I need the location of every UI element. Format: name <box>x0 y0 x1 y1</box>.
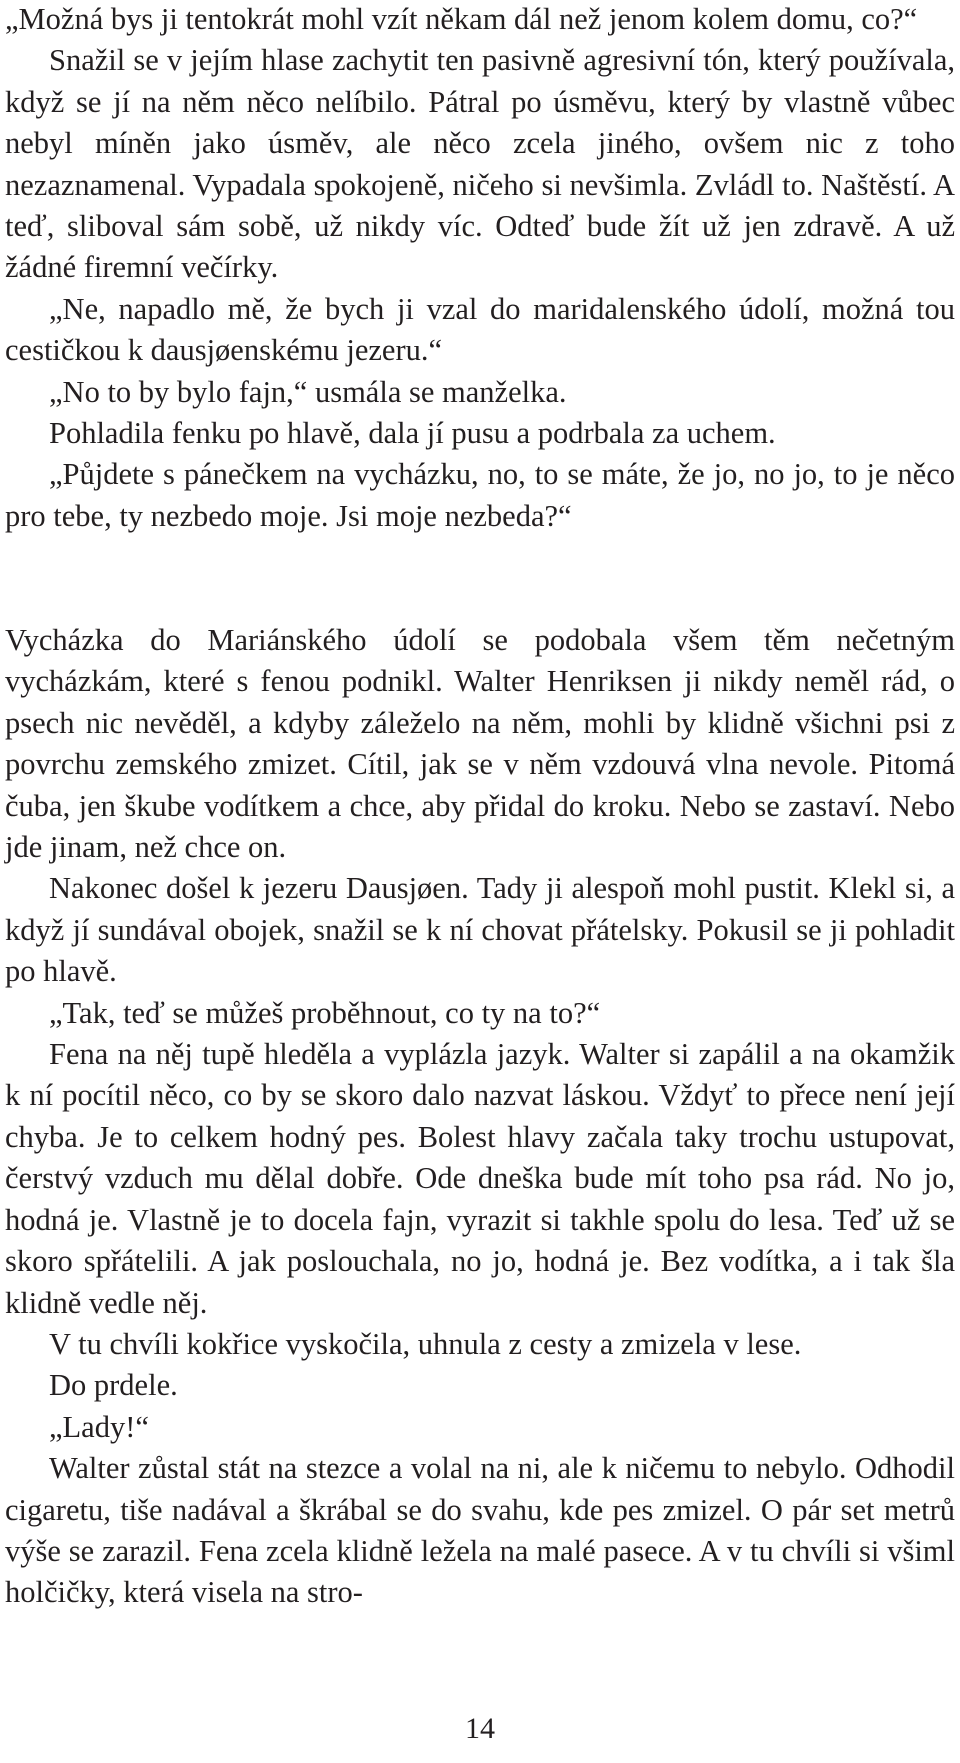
paragraph: „Možná bys ji tentokrát mohl vzít někam dál než jenom kolem domu, co?“ <box>5 2 918 36</box>
paragraph: Nakonec došel k jezeru Dausjøen. Tady ji alespoň mohl pustit. Klekl si, a když jí sundával obojek, snažil se k ní chovat přátelsky. Pokusil se ji pohladit po hlavě. <box>5 871 955 989</box>
paragraph: Pohladila fenku po hlavě, dala jí pusu a podrbala za uchem. <box>49 416 776 451</box>
paragraph: Snažil se v jejím hlase zachytit ten pasivně agresivní tón, který používala, když se jí na něm něco nelíbilo. Pátral po úsměvu, který by vlastně vůbec nebyl míněn jako úsměv, ale něco zcela jiného, ovšem nic z toho nezaznamenal. Vypadala spokojeně, ničeho si nevšimla. Zvládl to. Naštěstí. A teď, sliboval sám sobě, už nikdy víc. Odteď bude žít už jen zdravě. A už žádné firemní večírky. <box>5 43 955 285</box>
paragraph: Fena na něj tupě hleděla a vyplázla jazyk. Walter si zapálil a na okamžik k ní pocítil něco, co by se skoro dalo nazvat láskou. Vždyť to přece není její chyba. Je to celkem hodný pes. Bolest hlavy začala taky trochu ustupovat, čerstvý vzduch mu dělal dobře. Ode dneška bude mít toho psa rád. No jo, hodná je. Vlastně je to docela fajn, vyrazit si takhle spolu do lesa. Teď už se skoro spřátelili. A jak poslouchala, no jo, hodná je. Bez vodítka, a i tak šla klidně vedle něj. <box>5 1037 955 1320</box>
paragraph: „Ne, napadlo mě, že bych ji vzal do maridalenského údolí, možná tou cestičkou k dausjøenskému jezeru.“ <box>5 291 955 368</box>
page-number: 14 <box>465 1712 495 1745</box>
paragraph: „Lady!“ <box>49 1409 149 1444</box>
paragraph: Do prdele. <box>49 1368 178 1403</box>
paragraph: V tu chvíli kokřice vyskočila, uhnula z cesty a zmizela v lese. <box>49 1326 802 1361</box>
paragraph: „Půjdete s pánečkem na vycházku, no, to se máte, že jo, no jo, to je něco pro tebe, ty nezbedo moje. Jsi moje nezbeda?“ <box>5 457 955 533</box>
text-section-2 <box>5 620 955 1614</box>
paragraph: „Tak, teď se můžeš proběhnout, co ty na to?“ <box>49 995 601 1030</box>
paragraph: „No to by bylo fajn,“ usmála se manželka. <box>49 374 567 409</box>
paragraph: Walter zůstal stát na stezce a volal na ni, ale k ničemu to nebylo. Odhodil cigaretu, tiše nadával a škrábal se do svahu, kde pes zmizel. O pár set metrů výše se zarazil. Fena zcela klidně ležela na malé pasece. A v tu chvíli si všiml holčičky, která visela na stro- <box>5 1451 955 1610</box>
paragraph: Vycházka do Mariánského údolí se podobala všem těm nečetným vycházkám, které s fenou podnikl. Walter Henriksen ji nikdy neměl rád, o psech nic nevěděl, a kdyby záleželo na něm, mohli by klidně všichni psi z povrchu zemského zmizet. Cítil, jak se v něm vzdouvá vlna nevole. Pitomá čuba, jen škube vodítkem a chce, aby přidal do kroku. Nebo se zastaví. Nebo jde jinam, než chce on. <box>5 623 955 865</box>
text-section-1 <box>5 0 955 537</box>
